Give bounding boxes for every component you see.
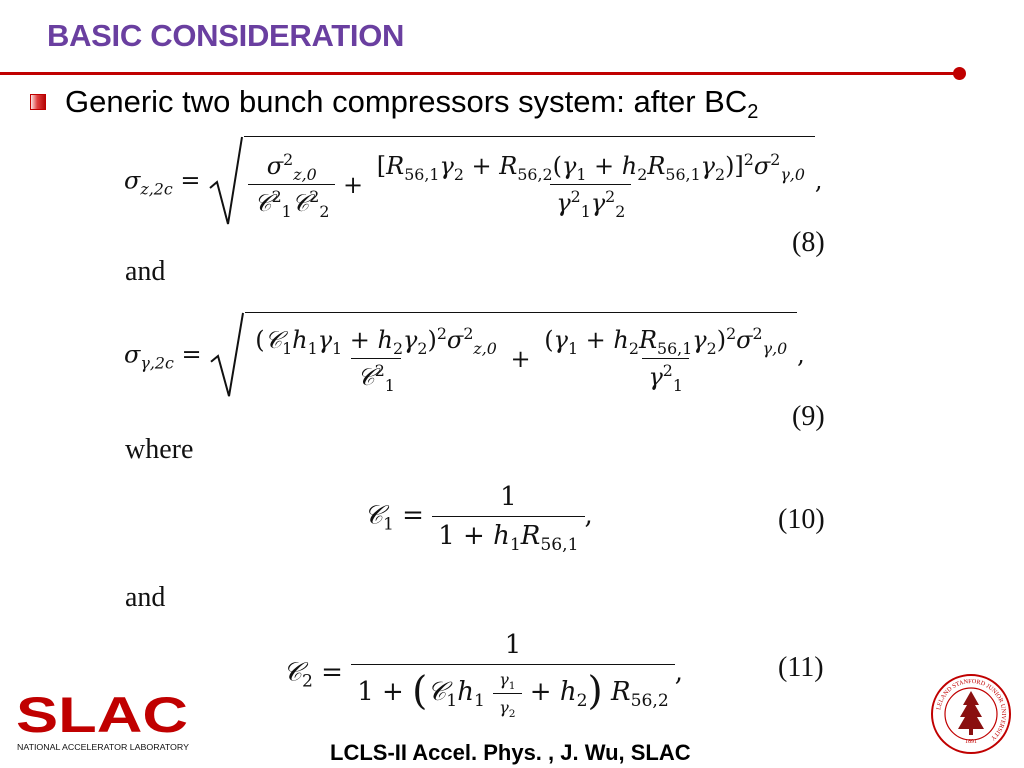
equation-8: $\sigma_{z,2c}$ = $\frac{\sigma^2_{z,0}}{𝒞^2_1𝒞^2_2}$ + $\frac{[R_{56,1}\gamma_2 + R_{56,2}(\gamma_1 + h_2R_{56,1}\gamma_2)]^2\sigma^2_{\gamma,0}}{\gamma^2_1\gamma^2_2}$ , — [124, 136, 823, 228]
slac-subtitle: NATIONAL ACCELERATOR LABORATORY — [17, 743, 190, 752]
equation-number-8: (8) — [792, 227, 825, 258]
seal-year: 1891 — [965, 739, 977, 745]
equation-10: 𝒞$_1$ = $\frac{1}{1 + h_1R_{56,1}}$ , — [364, 482, 593, 556]
slac-logo — [16, 690, 192, 752]
equation-11: 𝒞$_2$ = 1 $1 + (𝒞_1h_1$ $\frac{\gamma_1}{\gamma_2}$ + $h_2$) $R_{56,2}$ , — [283, 630, 684, 720]
equation-number-11: (11) — [778, 652, 824, 683]
equation-number-10: (10) — [778, 504, 825, 535]
slac-wordmark: SLAC — [16, 690, 188, 743]
equation-9: $\sigma_{\gamma,2c}$ = $\frac{(𝒞_1h_1\gamma_1 + h_2\gamma_2)^2\sigma^2_{z,0}}{𝒞^2_1}$ + $\frac{(\gamma_1 + h_2R_{56,1}\gamma_2)^2\sigma^2_{\gamma,0}}{\gamma^2_1}$ , — [124, 312, 805, 400]
stanford-seal-logo — [930, 673, 1012, 755]
text-and-1: and — [125, 256, 166, 287]
text-where: where — [125, 434, 194, 465]
bullet-subscript: 2 — [747, 101, 759, 123]
equation-number-9: (9) — [792, 401, 825, 432]
bullet-text — [65, 84, 759, 123]
bullet-square-icon — [30, 94, 46, 110]
bullet-main-text: Generic two bunch compressors system: after BC — [65, 84, 748, 119]
footer-text: LCLS-II Accel. Phys. , J. Wu, SLAC — [330, 740, 691, 765]
title-rule-dot — [953, 67, 966, 80]
title-rule — [0, 72, 960, 75]
seal-ring-text: LELAND STANFORD JUNIOR UNIVERSITY — [935, 677, 1008, 742]
text-and-2: and — [125, 582, 166, 613]
slide-title: BASIC CONSIDERATION — [47, 18, 405, 53]
